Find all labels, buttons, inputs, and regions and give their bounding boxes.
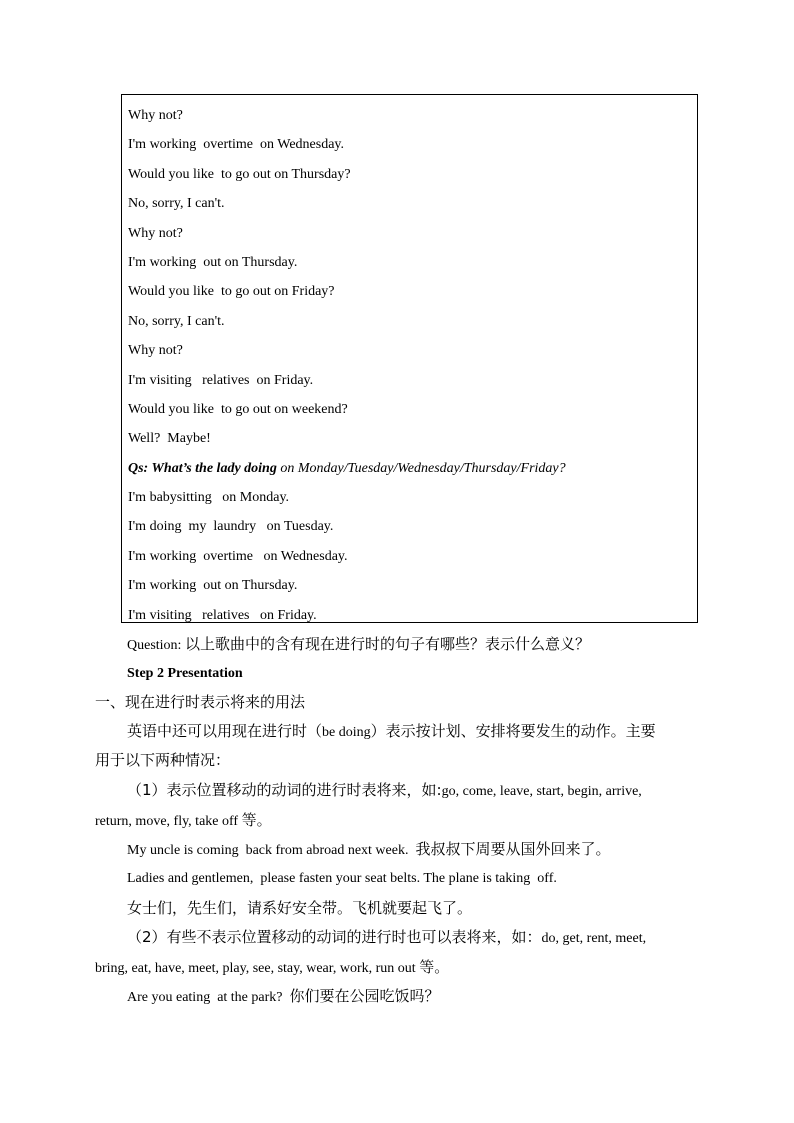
question-italic: on Monday/Tuesday/Wednesday/Thursday/Friday? [276, 460, 566, 476]
section-title: 一、现在进行时表示将来的用法 [95, 693, 306, 711]
text-en: My uncle is coming back from abroad next week. [127, 843, 416, 858]
paragraph-line [127, 720, 656, 744]
question-prompt-cn: 以上歌曲中的含有现在进行时的句子有哪些？表示什么意义？ [184, 635, 590, 653]
answer-line: I'm visiting relatives on Friday. [128, 607, 317, 623]
question-prompt [127, 633, 590, 657]
paragraph-line: 用于以下两种情况： [95, 751, 231, 769]
dialogue-line: Would you like to go out on Thursday? [128, 166, 351, 182]
text-en: Are you eating at the park? [127, 990, 290, 1005]
step-title: Step 2 Presentation [127, 666, 243, 681]
text-en: return, move, fly, take off [95, 814, 242, 829]
item-1-line [127, 779, 642, 803]
item-1-line [95, 809, 272, 833]
text-cn: 等。 [419, 958, 450, 976]
text-cn: 英语中还可以用现在进行时（ [127, 722, 323, 740]
dialogue-line: No, sorry, I can't. [128, 196, 225, 212]
item-2-line [95, 956, 449, 980]
text-en: be doing [322, 725, 371, 740]
dialogue-line: Would you like to go out on weekend? [128, 401, 348, 417]
text-cn: （2）有些不表示位置移动的动词的进行时也可以表将来，如： [127, 928, 542, 946]
text-cn: 你们要在公园吃饭吗？ [289, 987, 440, 1005]
dialogue-line: Why not? [128, 108, 183, 123]
text-en: do, get, rent, meet, [541, 931, 647, 946]
dialogue-line: Well? Maybe! [128, 431, 211, 447]
dialogue-line: I'm working overtime on Wednesday. [128, 137, 345, 153]
text-en: go, come, leave, start, begin, arrive, [441, 784, 642, 799]
answer-line: I'm working out on Thursday. [128, 578, 298, 594]
dialogue-line: Why not? [128, 225, 183, 241]
example-line: 女士们，先生们，请系好安全带。飞机就要起飞了。 [127, 899, 473, 917]
dialogue-line: I'm working out on Thursday. [128, 254, 298, 270]
example-line [127, 838, 611, 862]
dialogue-line: I'm visiting relatives on Friday. [128, 372, 314, 388]
question-bold: Qs: What’s the lady doing [128, 460, 277, 476]
text-cn: ）表示按计划、安排将要发生的动作。主要 [370, 722, 656, 740]
dialogue-lines [128, 105, 566, 623]
example-line: Ladies and gentlemen, please fasten your seat belts. The plane is taking off. [127, 871, 557, 886]
answer-line: I'm babysitting on Monday. [128, 490, 290, 506]
answer-line: I'm working overtime on Wednesday. [128, 548, 348, 564]
dialogue-line: Why not? [128, 343, 183, 359]
text-cn: （1）表示位置移动的动词的进行时表将来，如: [127, 781, 442, 799]
text-cn: 我叔叔下周要从国外回来了。 [415, 840, 611, 858]
example-line [127, 985, 440, 1009]
question-prompt-en: Question: [127, 638, 185, 653]
dialogue-table [121, 94, 698, 623]
text-cn: 等。 [241, 811, 272, 829]
dialogue-line: Would you like to go out on Friday? [128, 284, 335, 300]
dialogue-line: No, sorry, I can't. [128, 313, 225, 329]
item-2-line [127, 926, 646, 950]
text-en: bring, eat, have, meet, play, see, stay, wear, work, run out [95, 961, 420, 976]
answer-line: I'm doing my laundry on Tuesday. [128, 519, 334, 535]
question-line [128, 458, 566, 487]
